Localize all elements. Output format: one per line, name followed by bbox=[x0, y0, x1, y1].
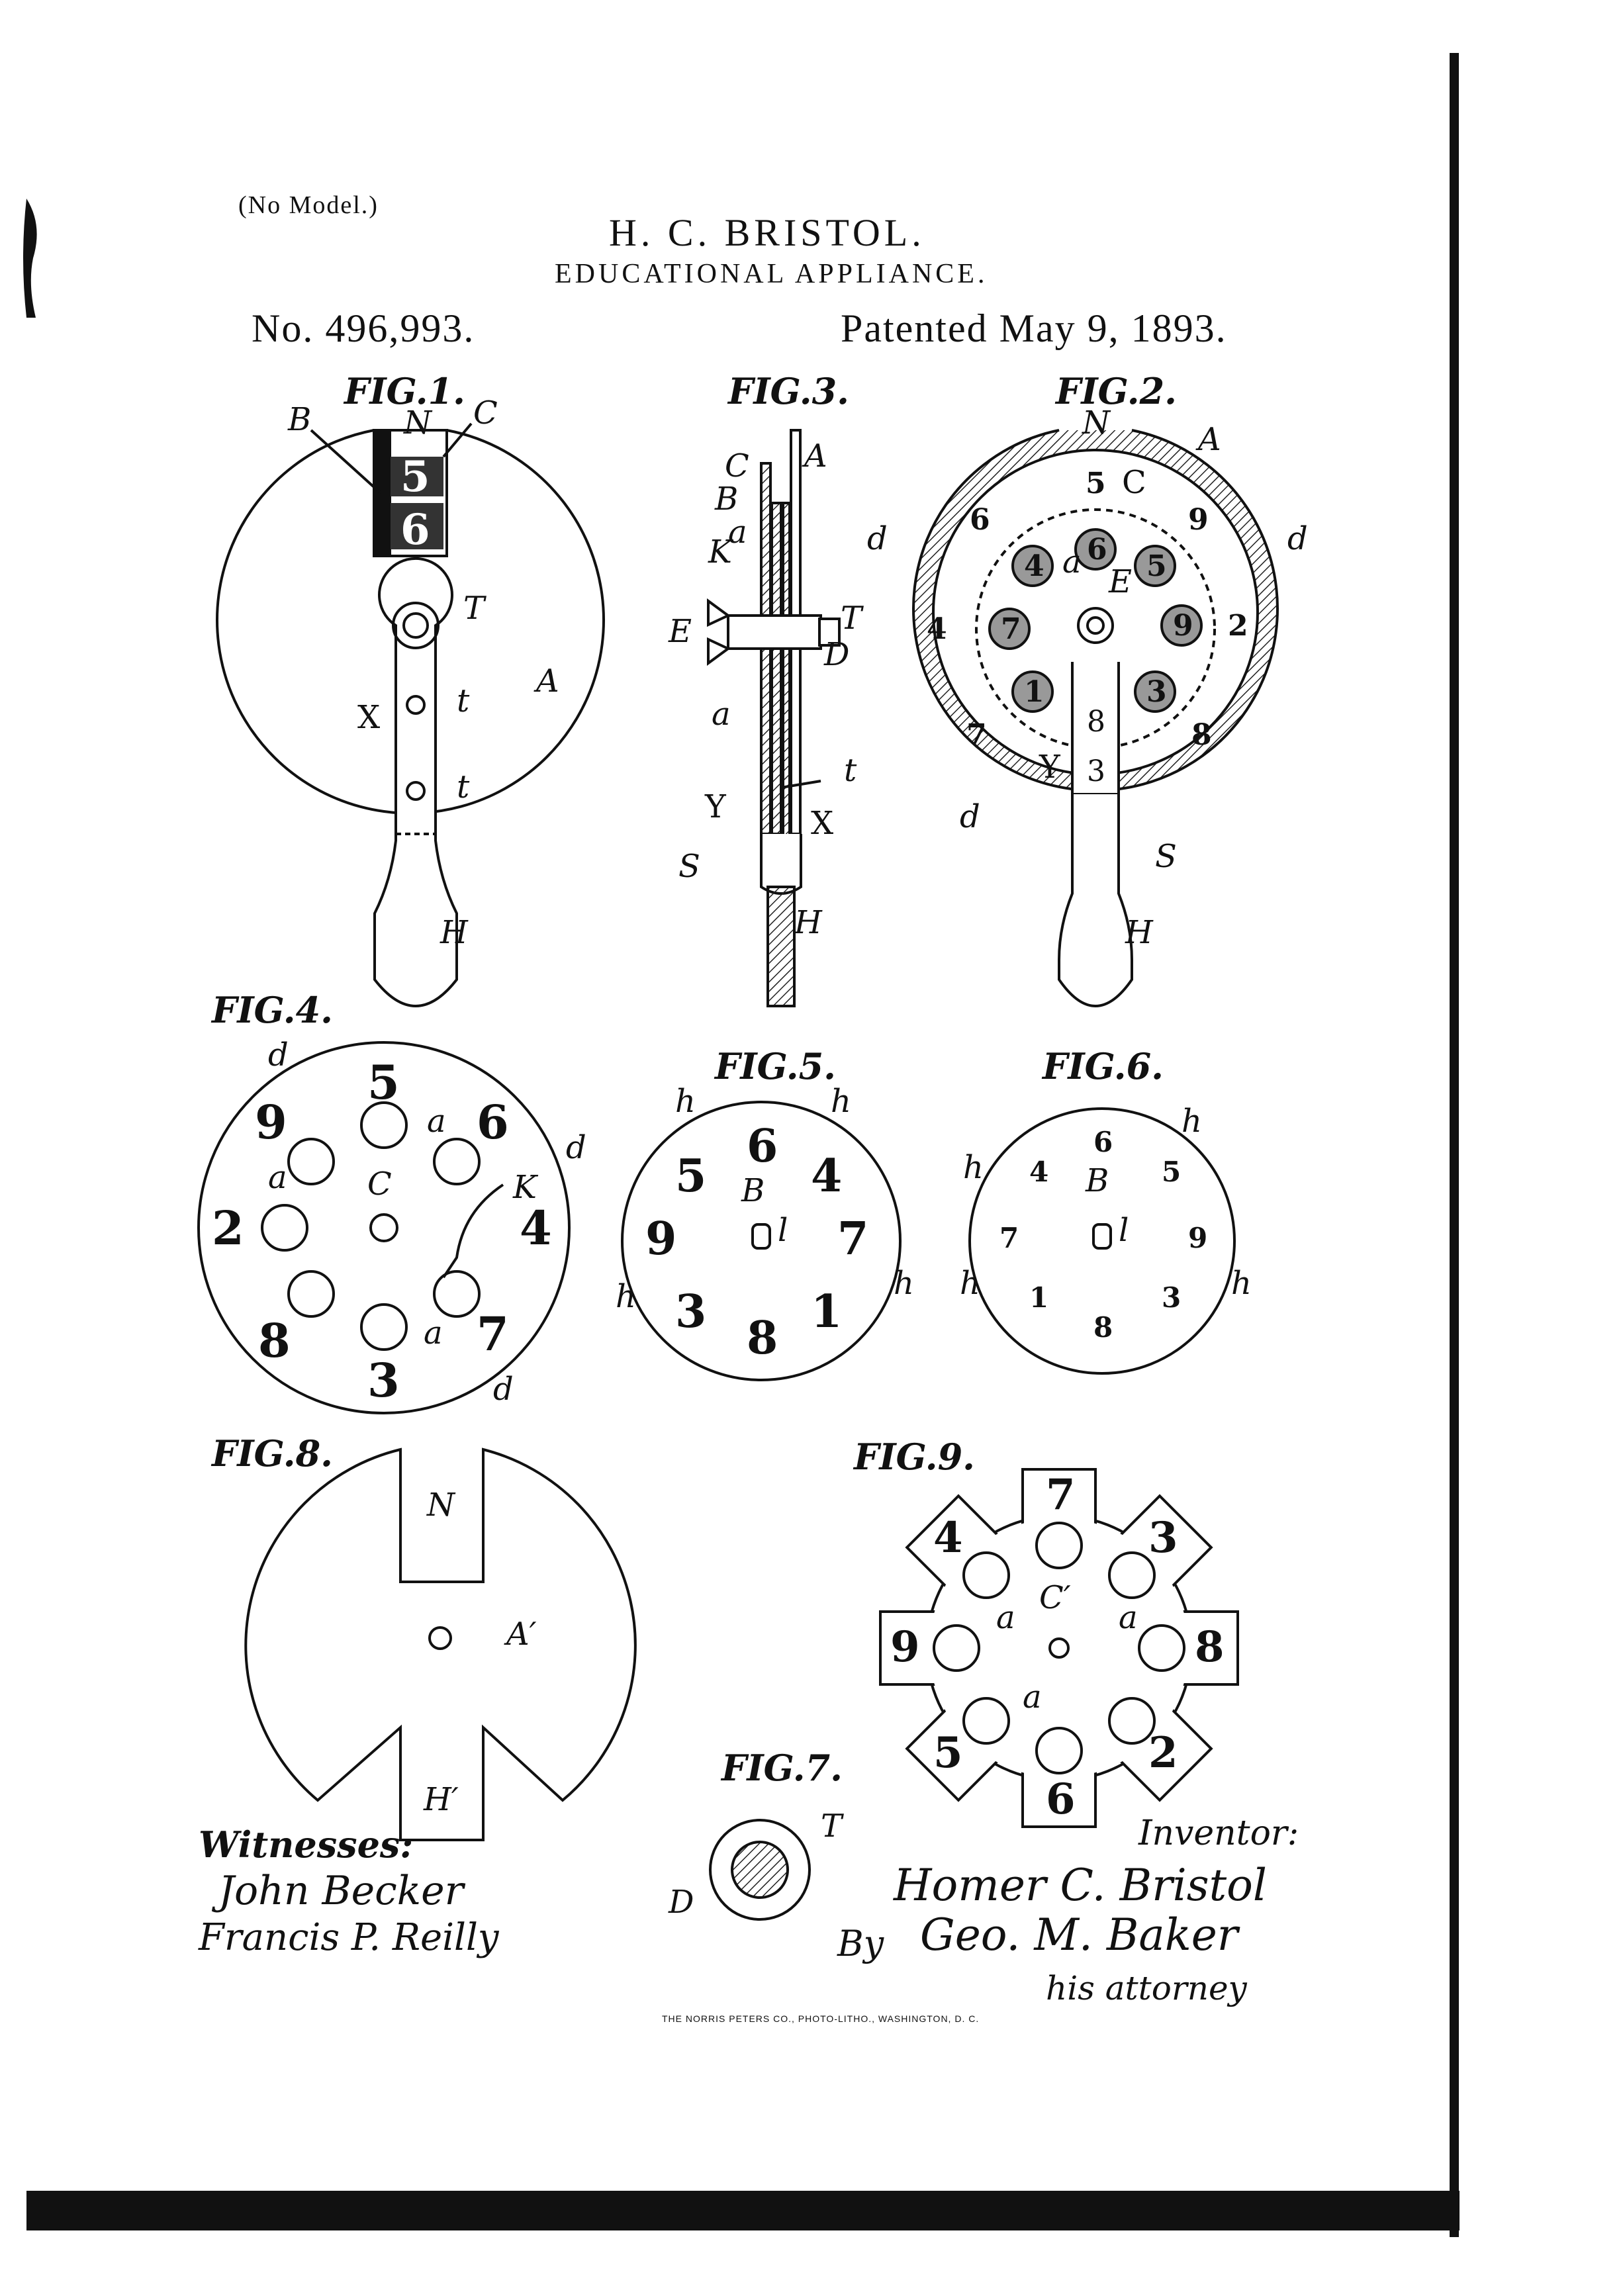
svg-text:C: C bbox=[473, 394, 498, 432]
svg-text:H: H bbox=[1125, 914, 1153, 951]
svg-text:9: 9 bbox=[1188, 1222, 1208, 1254]
svg-text:l: l bbox=[1119, 1212, 1129, 1249]
svg-text:B: B bbox=[741, 1172, 765, 1209]
svg-text:4: 4 bbox=[933, 1513, 963, 1563]
svg-text:2: 2 bbox=[1148, 1728, 1178, 1778]
invention-title: EDUCATIONAL APPLIANCE. bbox=[555, 259, 988, 289]
svg-text:X: X bbox=[811, 805, 834, 842]
svg-text:t: t bbox=[457, 768, 470, 805]
witness-1-signature: John Becker bbox=[218, 1868, 464, 1914]
svg-text:7: 7 bbox=[966, 718, 987, 752]
scan-right-border bbox=[1450, 53, 1459, 2237]
svg-text:C: C bbox=[367, 1166, 392, 1203]
svg-text:a: a bbox=[996, 1599, 1015, 1636]
svg-text:N: N bbox=[404, 404, 432, 441]
svg-text:9: 9 bbox=[890, 1622, 920, 1672]
fig-2 bbox=[867, 370, 1308, 1006]
svg-text:h: h bbox=[960, 1265, 980, 1302]
svg-text:a: a bbox=[728, 514, 747, 551]
svg-text:4: 4 bbox=[520, 1201, 552, 1256]
svg-text:A: A bbox=[536, 663, 559, 700]
svg-text:t: t bbox=[457, 682, 470, 719]
svg-text:3: 3 bbox=[1087, 755, 1105, 788]
svg-text:6: 6 bbox=[477, 1095, 509, 1150]
svg-text:3: 3 bbox=[1148, 1513, 1178, 1563]
svg-text:d: d bbox=[867, 520, 888, 557]
svg-text:8: 8 bbox=[747, 1312, 778, 1365]
inventor-label: Inventor: bbox=[1138, 1814, 1299, 1853]
svg-text:D: D bbox=[824, 636, 850, 673]
svg-text:7: 7 bbox=[477, 1307, 509, 1361]
svg-text:7: 7 bbox=[1001, 612, 1021, 646]
svg-text:Y: Y bbox=[1039, 749, 1060, 786]
svg-text:8: 8 bbox=[1195, 1622, 1225, 1672]
svg-text:d: d bbox=[1287, 520, 1308, 557]
printer-credit: THE NORRIS PETERS CO., PHOTO-LITHO., WASHINGTON, D. C. bbox=[662, 2013, 980, 2024]
patent-date: Patented May 9, 1893. bbox=[841, 306, 1227, 350]
svg-text:h: h bbox=[831, 1083, 851, 1120]
svg-text:B: B bbox=[288, 401, 312, 438]
svg-text:a: a bbox=[268, 1159, 287, 1196]
svg-text:3: 3 bbox=[675, 1285, 707, 1338]
fig-9-label: FIG.9. bbox=[854, 1436, 975, 1478]
fig-6-label: FIG.6. bbox=[1043, 1045, 1164, 1087]
svg-text:d: d bbox=[566, 1129, 586, 1166]
svg-text:N: N bbox=[427, 1487, 455, 1524]
svg-text:5: 5 bbox=[367, 1055, 400, 1110]
svg-text:h: h bbox=[1182, 1103, 1202, 1140]
fig-1-window-digit-bottom: 6 bbox=[400, 505, 430, 555]
svg-text:7: 7 bbox=[1046, 1470, 1076, 1520]
fig-4 bbox=[199, 989, 586, 1413]
svg-text:T: T bbox=[841, 600, 862, 637]
svg-text:8: 8 bbox=[1093, 1311, 1113, 1344]
fig-2-label: FIG.2. bbox=[1056, 370, 1177, 412]
fig-9 bbox=[853, 1436, 1238, 1827]
attorney-role: his attorney bbox=[1046, 1969, 1247, 2007]
svg-text:B: B bbox=[1086, 1162, 1109, 1199]
svg-text:h: h bbox=[616, 1278, 636, 1315]
svg-text:1: 1 bbox=[1029, 1281, 1049, 1314]
svg-text:Y: Y bbox=[705, 788, 726, 825]
svg-text:T: T bbox=[821, 1808, 843, 1845]
fig-7 bbox=[668, 1747, 844, 1921]
fig-3 bbox=[668, 370, 864, 1006]
svg-text:1: 1 bbox=[1024, 675, 1044, 709]
svg-text:h: h bbox=[963, 1149, 984, 1186]
svg-text:C: C bbox=[725, 447, 749, 484]
svg-text:d: d bbox=[960, 798, 980, 835]
svg-text:B: B bbox=[715, 481, 739, 518]
svg-text:E: E bbox=[669, 613, 692, 650]
svg-text:l: l bbox=[778, 1212, 788, 1249]
patent-number: No. 496,993. bbox=[252, 306, 475, 350]
svg-text:5: 5 bbox=[1146, 549, 1167, 583]
svg-text:a: a bbox=[1023, 1678, 1042, 1716]
svg-text:H′: H′ bbox=[424, 1781, 459, 1818]
svg-text:5: 5 bbox=[1162, 1156, 1182, 1188]
fig-7-core bbox=[732, 1842, 788, 1898]
svg-text:h: h bbox=[675, 1083, 696, 1120]
inventor-heading: H. C. BRISTOL. bbox=[609, 211, 925, 254]
svg-text:9: 9 bbox=[1188, 503, 1209, 537]
scan-left-mark bbox=[23, 199, 37, 318]
fig-7-label: FIG.7. bbox=[721, 1747, 843, 1789]
no-model-note: (No Model.) bbox=[238, 191, 379, 219]
fig-1-label: FIG.1. bbox=[344, 370, 465, 412]
svg-text:h: h bbox=[894, 1265, 914, 1302]
svg-text:4: 4 bbox=[1024, 549, 1044, 583]
svg-text:5: 5 bbox=[933, 1728, 963, 1778]
fig-4-label: FIG.4. bbox=[212, 989, 333, 1031]
svg-text:6: 6 bbox=[1093, 1126, 1113, 1158]
svg-text:9: 9 bbox=[1173, 609, 1193, 643]
svg-text:8: 8 bbox=[258, 1313, 291, 1368]
svg-text:2: 2 bbox=[212, 1201, 244, 1256]
svg-text:7: 7 bbox=[999, 1222, 1019, 1254]
svg-text:a: a bbox=[1119, 1599, 1138, 1636]
svg-text:4: 4 bbox=[811, 1150, 843, 1203]
fig-2-handle bbox=[1059, 794, 1132, 1006]
svg-text:3: 3 bbox=[1162, 1281, 1182, 1314]
fig-8 bbox=[210, 1432, 635, 1840]
svg-text:a: a bbox=[427, 1103, 446, 1140]
svg-text:a: a bbox=[712, 696, 731, 733]
fig-6 bbox=[960, 1045, 1252, 1373]
svg-text:d: d bbox=[268, 1036, 289, 1074]
svg-text:h: h bbox=[1231, 1265, 1252, 1302]
fig-3-label: FIG.3. bbox=[728, 370, 849, 412]
svg-text:H: H bbox=[794, 904, 822, 941]
svg-text:E: E bbox=[1109, 563, 1133, 600]
svg-text:d: d bbox=[493, 1371, 514, 1408]
svg-text:7: 7 bbox=[837, 1213, 869, 1265]
inventor-signature: Homer C. Bristol bbox=[894, 1860, 1267, 1911]
svg-text:S: S bbox=[1155, 838, 1177, 875]
svg-text:5: 5 bbox=[675, 1150, 707, 1203]
svg-text:3: 3 bbox=[1146, 675, 1167, 709]
svg-text:6: 6 bbox=[747, 1120, 778, 1173]
svg-text:K: K bbox=[708, 533, 732, 571]
svg-text:S: S bbox=[678, 848, 700, 885]
svg-text:H: H bbox=[440, 914, 468, 951]
fig-8-label: FIG.8. bbox=[212, 1432, 333, 1475]
svg-text:K: K bbox=[513, 1169, 537, 1206]
svg-text:A: A bbox=[804, 437, 827, 475]
svg-text:8: 8 bbox=[1087, 705, 1105, 739]
svg-text:t: t bbox=[844, 752, 857, 789]
svg-text:9: 9 bbox=[645, 1213, 677, 1265]
by-label: By bbox=[837, 1923, 884, 1964]
svg-text:3: 3 bbox=[367, 1353, 400, 1408]
svg-text:a: a bbox=[1062, 543, 1082, 580]
svg-text:T: T bbox=[463, 590, 485, 627]
fig-5-label: FIG.5. bbox=[715, 1045, 836, 1087]
svg-text:a: a bbox=[424, 1314, 443, 1352]
svg-text:8: 8 bbox=[1191, 718, 1212, 752]
attorney-signature: Geo. M. Baker bbox=[920, 1909, 1238, 1960]
svg-text:A: A bbox=[1198, 421, 1221, 458]
svg-text:6: 6 bbox=[1046, 1774, 1076, 1824]
svg-text:D: D bbox=[669, 1884, 694, 1921]
scan-bottom-border bbox=[26, 2191, 1460, 2230]
svg-text:4: 4 bbox=[927, 612, 947, 646]
svg-text:X: X bbox=[357, 699, 381, 736]
witnesses-label: Witnesses: bbox=[199, 1823, 414, 1866]
svg-text:6: 6 bbox=[1087, 533, 1107, 567]
fig-5 bbox=[616, 1045, 914, 1380]
fig-1 bbox=[217, 370, 604, 1006]
svg-text:1: 1 bbox=[811, 1285, 843, 1338]
witness-2-signature: Francis P. Reilly bbox=[199, 1916, 499, 1959]
svg-text:C: C bbox=[1122, 464, 1146, 501]
fig-1-window-digit-top: 5 bbox=[400, 452, 430, 502]
svg-text:C′: C′ bbox=[1039, 1579, 1071, 1616]
svg-text:9: 9 bbox=[255, 1095, 287, 1150]
svg-text:4: 4 bbox=[1029, 1156, 1049, 1188]
svg-text:6: 6 bbox=[970, 503, 990, 537]
svg-text:5: 5 bbox=[1086, 467, 1106, 500]
svg-text:2: 2 bbox=[1228, 609, 1248, 643]
svg-text:N: N bbox=[1082, 404, 1110, 441]
svg-text:A′: A′ bbox=[506, 1616, 537, 1653]
